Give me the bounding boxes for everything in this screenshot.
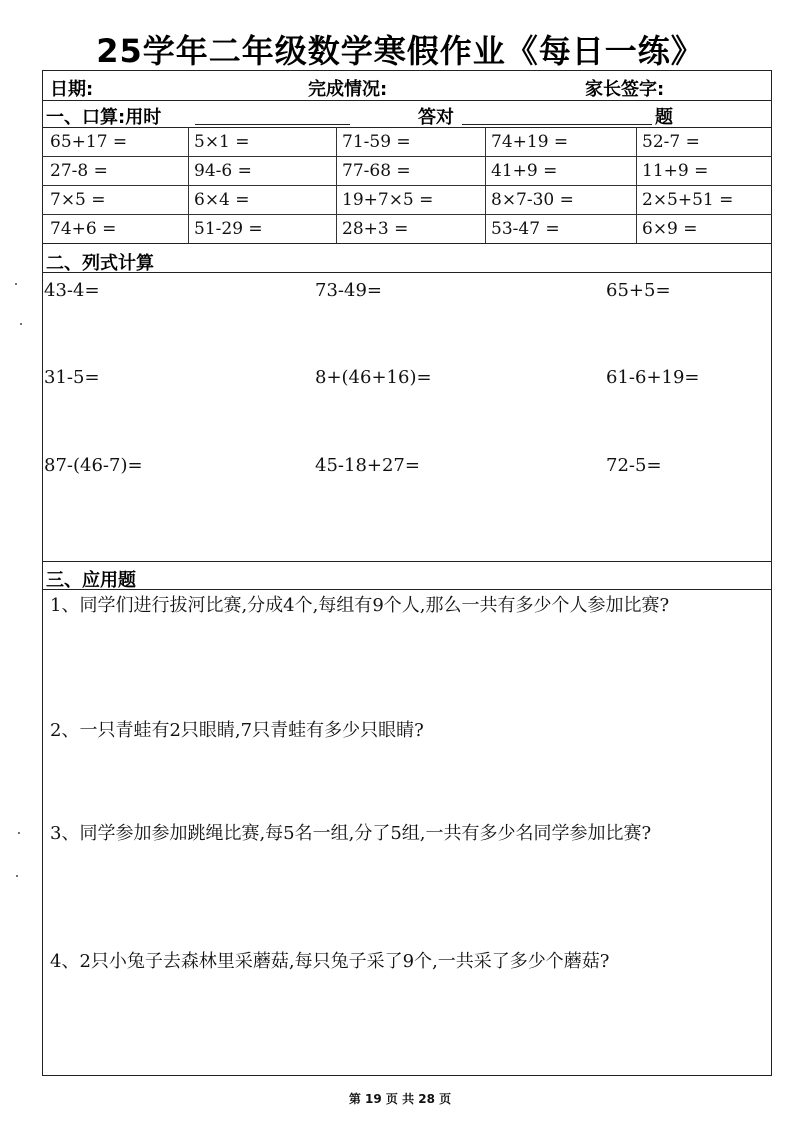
section1-heading: 一、口算:用时 — [46, 107, 162, 128]
grid-line — [336, 127, 337, 243]
written-calc-item: 31-5= — [44, 367, 100, 388]
scan-speck — [16, 875, 18, 877]
date-label: 日期: — [50, 79, 94, 100]
oral-calc-item: 27-8 = — [50, 161, 108, 181]
grid-line — [636, 127, 637, 243]
unit-label: 题 — [655, 107, 673, 128]
oral-calc-item: 74+19 = — [491, 132, 569, 152]
word-problem: 2、一只青蛙有2只眼睛,7只青蛙有多少只眼睛? — [50, 720, 424, 741]
oral-calc-item: 19+7×5 = — [342, 190, 434, 210]
divider — [42, 243, 772, 244]
oral-calc-item: 41+9 = — [491, 161, 558, 181]
oral-calc-item: 11+9 = — [642, 161, 709, 181]
oral-calc-item: 74+6 = — [50, 219, 117, 239]
grid-line — [42, 185, 772, 186]
answered-blank — [462, 124, 652, 125]
divider — [42, 272, 772, 273]
written-calc-item: 87-(46-7)= — [44, 455, 143, 476]
divider — [42, 561, 772, 562]
grid-line — [42, 156, 772, 157]
section2-heading: 二、列式计算 — [46, 253, 154, 274]
divider — [42, 127, 772, 128]
divider — [42, 100, 772, 101]
grid-line — [42, 214, 772, 215]
oral-calc-item: 8×7-30 = — [491, 190, 574, 210]
written-calc-item: 61-6+19= — [606, 367, 700, 388]
written-calc-item: 45-18+27= — [315, 455, 420, 476]
scan-speck — [15, 283, 17, 285]
oral-calc-item: 77-68 = — [342, 161, 411, 181]
oral-calc-item: 94-6 = — [194, 161, 252, 181]
page-number: 第 19 页 共 28 页 — [348, 1092, 452, 1106]
word-problem: 3、同学参加参加跳绳比赛,每5名一组,分了5组,一共有多少名同学参加比赛? — [50, 823, 652, 844]
parent-sign-label: 家长签字: — [585, 79, 665, 100]
written-calc-item: 8+(46+16)= — [315, 367, 432, 388]
scan-speck — [20, 323, 22, 325]
oral-calc-item: 6×9 = — [642, 219, 698, 239]
completion-label: 完成情况: — [308, 79, 388, 100]
oral-calc-item: 52-7 = — [642, 132, 700, 152]
oral-calc-item: 6×4 = — [194, 190, 250, 210]
oral-calc-item: 7×5 = — [50, 190, 106, 210]
oral-calc-item: 5×1 = — [194, 132, 250, 152]
oral-calc-item: 51-29 = — [194, 219, 263, 239]
word-problem: 4、2只小兔子去森林里采蘑菇,每只兔子采了9个,一共采了多少个蘑菇? — [50, 951, 610, 972]
oral-calc-item: 71-59 = — [342, 132, 411, 152]
grid-line — [485, 127, 486, 243]
oral-calc-item: 53-47 = — [491, 219, 560, 239]
oral-calc-item: 28+3 = — [342, 219, 409, 239]
answered-label: 答对 — [418, 107, 454, 128]
oral-calc-item: 65+17 = — [50, 132, 128, 152]
page-title: 25学年二年级数学寒假作业《每日一练》 — [96, 32, 704, 70]
written-calc-item: 73-49= — [315, 280, 382, 301]
written-calc-item: 72-5= — [606, 455, 662, 476]
time-blank — [195, 124, 350, 125]
written-calc-item: 43-4= — [44, 280, 100, 301]
section3-heading: 三、应用题 — [46, 570, 136, 591]
grid-line — [188, 127, 189, 243]
written-calc-item: 65+5= — [606, 280, 671, 301]
oral-calc-item: 2×5+51 = — [642, 190, 734, 210]
word-problem: 1、同学们进行拔河比赛,分成4个,每组有9个人,那么一共有多少个人参加比赛? — [50, 595, 670, 616]
scan-speck — [18, 832, 20, 834]
